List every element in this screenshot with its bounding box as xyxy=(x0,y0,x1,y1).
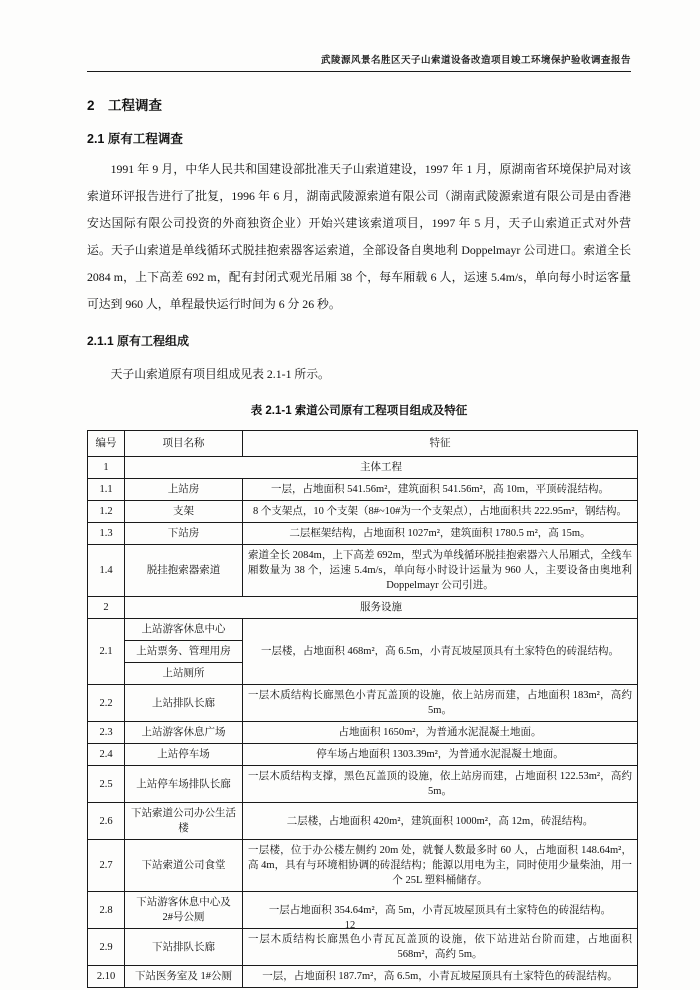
project-table-body xyxy=(88,457,638,988)
col-name-cell: 下站排队长廊 xyxy=(125,929,243,966)
col-no-cell: 2.5 xyxy=(88,766,125,803)
table-row xyxy=(88,929,638,966)
col-section-cell: 主体工程 xyxy=(125,457,638,479)
column-header-name: 项目名称 xyxy=(125,431,243,457)
col-feature-cell: 二层楼，占地面积 420m²，建筑面积 1000m²，高 12m，砖混结构。 xyxy=(243,803,638,840)
table-row xyxy=(88,523,638,545)
col-no-cell: 2.1 xyxy=(88,619,125,685)
section-heading-2-1: 2.1 原有工程调查 xyxy=(87,132,183,146)
col-feature-cell: 一层木质结构长廊黑色小青瓦瓦盖顶的设施，依下站进站台阶而建，占地面积 568m²，高约 5m。 xyxy=(243,929,638,966)
col-feature-cell: 二层框架结构，占地面积 1027m²，建筑面积 1780.5 m²，高 15m。 xyxy=(243,523,638,545)
paragraph-original-project-overview: 1991 年 9 月，中华人民共和国建设部批准天子山索道建设，1997 年 1 月，原湖南省环境保护局对该索道环评报告进行了批复，1996 年 6 月，湖南武陵源索道有限公司（湖南武陵源索道有限公司是由香港安达国际有限公司投资的外商独资企业）开始兴建该索道项目，1997 年 5 月，天子山索道正式对外营运。天子山索道是单线循环式脱挂抱索器客运索道，全部设备自奥地利 Doppelmayr 公司进口。索道全长 2084 m，上下高差 692 m，配有封闭式观光吊厢 38 个，每车厢载 6 人，运速 5.4m/s，单向每小时运客量可达到 960 人，单程最快运行时间为 6 分 26 秒。 xyxy=(87,162,631,311)
col-feature-cell: 一层楼，位于办公楼左侧约 20m 处，就餐人数最多时 60 人，占地面积 148.64m²，高 4m，具有与环境相协调的砖混结构；能源以用电为主，同时使用少量柴油，用一个 25L 塑料桶储存。 xyxy=(243,840,638,892)
table-row xyxy=(88,479,638,501)
project-table-head xyxy=(88,431,638,457)
section-heading-2-1-1: 2.1.1 原有工程组成 xyxy=(87,334,190,348)
col-no-cell: 1.3 xyxy=(88,523,125,545)
section-heading-2: 2 工程调查 xyxy=(87,98,163,113)
page-header-title: 武陵源风景名胜区天子山索道设备改造项目竣工环境保护验收调查报告 xyxy=(87,52,631,72)
col-section-cell: 服务设施 xyxy=(125,597,638,619)
col-name-cell: 上站票务、管理用房 xyxy=(125,641,243,663)
col-no-cell: 2 xyxy=(88,597,125,619)
col-no-cell: 2.7 xyxy=(88,840,125,892)
table-row xyxy=(88,803,638,840)
document-content xyxy=(87,94,631,988)
col-name-cell: 上站游客休息广场 xyxy=(125,722,243,744)
table-row xyxy=(88,722,638,744)
col-no-cell: 1 xyxy=(88,457,125,479)
table-row xyxy=(88,685,638,722)
table-row xyxy=(88,766,638,803)
col-name-cell: 下站游客休息中心及 2#号公厕 xyxy=(125,892,243,929)
col-no-cell: 2.2 xyxy=(88,685,125,722)
table-title: 表 2.1-1 索道公司原有工程项目组成及特征 xyxy=(250,405,468,417)
column-header-no: 编号 xyxy=(88,431,125,457)
col-name-cell: 下站医务室及 1#公厕 xyxy=(125,966,243,988)
col-no-cell: 1.1 xyxy=(88,479,125,501)
col-no-cell: 1.2 xyxy=(88,501,125,523)
col-name-cell: 脱挂抱索器索道 xyxy=(125,545,243,597)
col-name-cell: 上站游客休息中心 xyxy=(125,619,243,641)
table-row xyxy=(88,840,638,892)
table-row xyxy=(88,619,638,641)
col-feature-cell: 一层楼，占地面积 468m²，高 6.5m，小青瓦坡屋顶具有土家特色的砖混结构。 xyxy=(243,619,638,685)
col-no-cell: 2.6 xyxy=(88,803,125,840)
col-feature-cell: 一层木质结构支撑，黑色瓦盖顶的设施，依上站房而建，占地面积 122.53m²，高约 5m。 xyxy=(243,766,638,803)
table-row xyxy=(88,597,638,619)
col-feature-cell: 一层，占地面积 541.56m²，建筑面积 541.56m²，高 10m，平顶砖混结构。 xyxy=(243,479,638,501)
col-name-cell: 上站房 xyxy=(125,479,243,501)
table-row xyxy=(88,545,638,597)
project-table xyxy=(87,430,638,988)
col-feature-cell: 一层木质结构长廊黑色小青瓦盖顶的设施，依上站房而建，占地面积 183m²，高约 5m。 xyxy=(243,685,638,722)
col-no-cell: 2.9 xyxy=(88,929,125,966)
col-feature-cell: 索道全长 2084m，上下高差 692m，型式为单线循环脱挂抱索器六人吊厢式，全线车厢数量为 38 个，运速 5.4m/s，单向每小时设计运量为 960 人，主要设备由奥地利 Doppelmayr 公司引进。 xyxy=(243,545,638,597)
table-row xyxy=(88,744,638,766)
col-no-cell: 2.4 xyxy=(88,744,125,766)
col-feature-cell: 占地面积 1650m²，为普通水泥混凝土地面。 xyxy=(243,722,638,744)
paragraph-table-reference: 天子山索道原有项目组成见表 2.1-1 所示。 xyxy=(110,367,330,381)
col-name-cell: 上站停车场 xyxy=(125,744,243,766)
table-row xyxy=(88,457,638,479)
col-name-cell: 上站停车场排队长廊 xyxy=(125,766,243,803)
col-name-cell: 支架 xyxy=(125,501,243,523)
col-no-cell: 2.3 xyxy=(88,722,125,744)
col-feature-cell: 一层，占地面积 187.7m²，高 6.5m，小青瓦坡屋顶具有土家特色的砖混结构。 xyxy=(243,966,638,988)
table-row xyxy=(88,966,638,988)
table-row xyxy=(88,501,638,523)
col-no-cell: 2.10 xyxy=(88,966,125,988)
col-feature-cell: 一层占地面积 354.64m²，高 5m，小青瓦坡屋顶具有土家特色的砖混结构。 xyxy=(243,892,638,929)
col-name-cell: 下站房 xyxy=(125,523,243,545)
col-feature-cell: 停车场占地面积 1303.39m²，为普通水泥混凝土地面。 xyxy=(243,744,638,766)
column-header-feature: 特征 xyxy=(243,431,638,457)
col-name-cell: 上站厕所 xyxy=(125,663,243,685)
col-no-cell: 1.4 xyxy=(88,545,125,597)
col-feature-cell: 8 个支架点，10 个支架（8#~10#为一个支架点），占地面积共 222.95m²，钢结构。 xyxy=(243,501,638,523)
table-header-row xyxy=(88,431,638,457)
col-name-cell: 下站索道公司办公生活楼 xyxy=(125,803,243,840)
col-name-cell: 上站排队长廊 xyxy=(125,685,243,722)
col-name-cell: 下站索道公司食堂 xyxy=(125,840,243,892)
page-number: 12 xyxy=(344,920,356,931)
col-no-cell: 2.8 xyxy=(88,892,125,929)
